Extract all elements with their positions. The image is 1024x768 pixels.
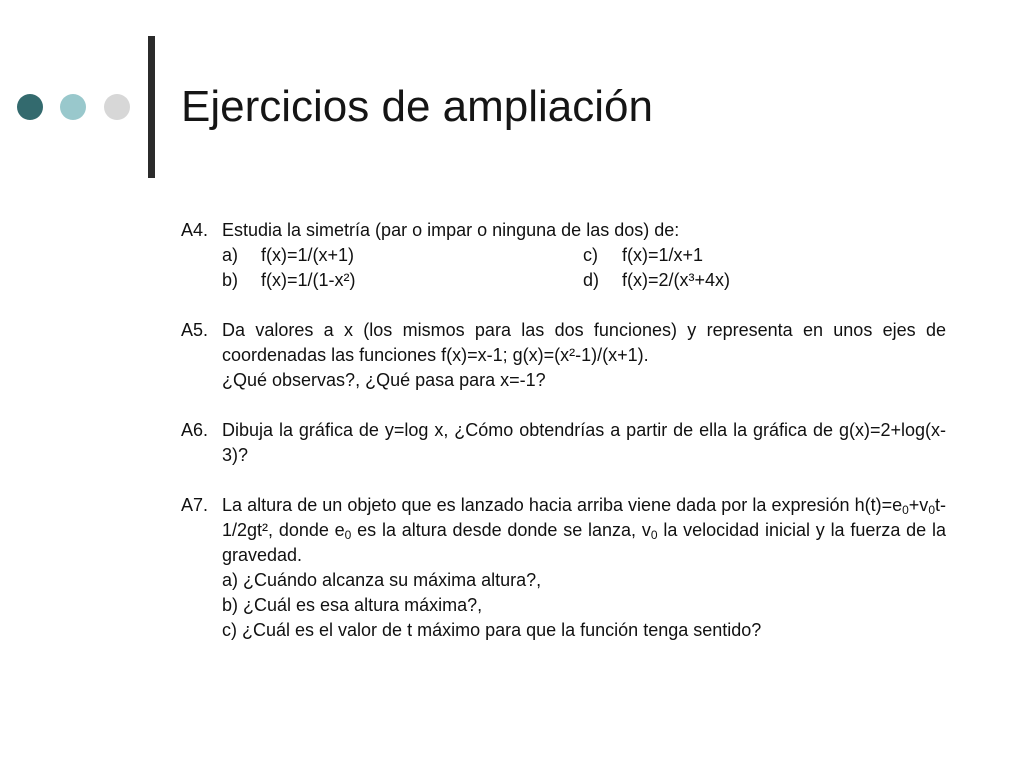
sub-item-letter: c) [583,245,598,265]
exercise-question: a) ¿Cuándo alcanza su máxima altura?, [222,570,542,590]
sub-item-row [222,243,946,268]
sub-item-letter: b) [222,270,239,290]
sub-item-expression: f(x)=1/(1-x²) [261,270,356,290]
exercise-number: A6. [181,420,209,440]
sub-item [222,243,583,268]
exercise-body [222,493,946,643]
exercise-question: b) ¿Cuál es esa altura máxima?, [222,595,483,615]
decorative-dot-gray [104,94,130,120]
exercise-body [222,418,946,468]
subscript: 0 [928,503,935,517]
sub-item-expression: f(x)=2/(x³+4x) [622,270,731,290]
exercise-number: A5. [181,320,209,340]
title-divider-bar [148,36,155,178]
slide-title: Ejercicios de ampliación [181,82,653,131]
exercise-number: A7. [181,495,209,515]
sub-item-expression: f(x)=1/x+1 [622,245,704,265]
statement-text: la velocidad inicial y la fuerza de la gravedad. [222,520,946,565]
exercise-statement: Da valores a x (los mismos para las dos funciones) y representa en unos ejes de coordenadas las funciones f(x)=x-1; g(x)=(x²-1)/(x+1). [222,320,946,365]
exercise-statement: Dibuja la gráfica de y=log x, ¿Cómo obtendrías a partir de ella la gráfica de g(x)=2+log(x-3)? [222,420,946,465]
exercise-number: A4. [181,220,209,240]
statement-text: t-1/2gt², donde e [222,495,946,540]
exercise-question: c) ¿Cuál es el valor de t máximo para que la función tenga sentido? [222,620,762,640]
statement-text: +v [908,495,929,515]
statement-text: es la altura desde donde se lanza, v [351,520,651,540]
exercise-question: ¿Qué observas?, ¿Qué pasa para x=-1? [222,370,546,390]
exercise-body [222,318,946,393]
sub-item-letter: d) [583,270,600,290]
exercise-a4 [181,218,946,293]
statement-text: La altura de un objeto que es lanzado hacia arriba viene dada por la expresión h(t)=e [222,495,903,515]
subscript: 0 [902,503,909,517]
exercise-statement [222,493,946,568]
subscript: 0 [650,528,658,542]
sub-item [222,268,583,293]
sub-item-letter: a) [222,245,239,265]
slide-content [181,218,946,668]
exercise-a7 [181,493,946,643]
exercise-body [222,218,946,293]
exercise-statement: Estudia la simetría (par o impar o ninguna de las dos) de: [222,220,680,240]
sub-item [583,243,944,268]
exercise-a5 [181,318,946,393]
exercise-a6 [181,418,946,468]
subscript: 0 [344,528,352,542]
decorative-dot-dark [17,94,43,120]
sub-item-row [222,268,946,293]
sub-item [583,268,944,293]
decorative-dot-light [60,94,86,120]
sub-item-expression: f(x)=1/(x+1) [261,245,355,265]
